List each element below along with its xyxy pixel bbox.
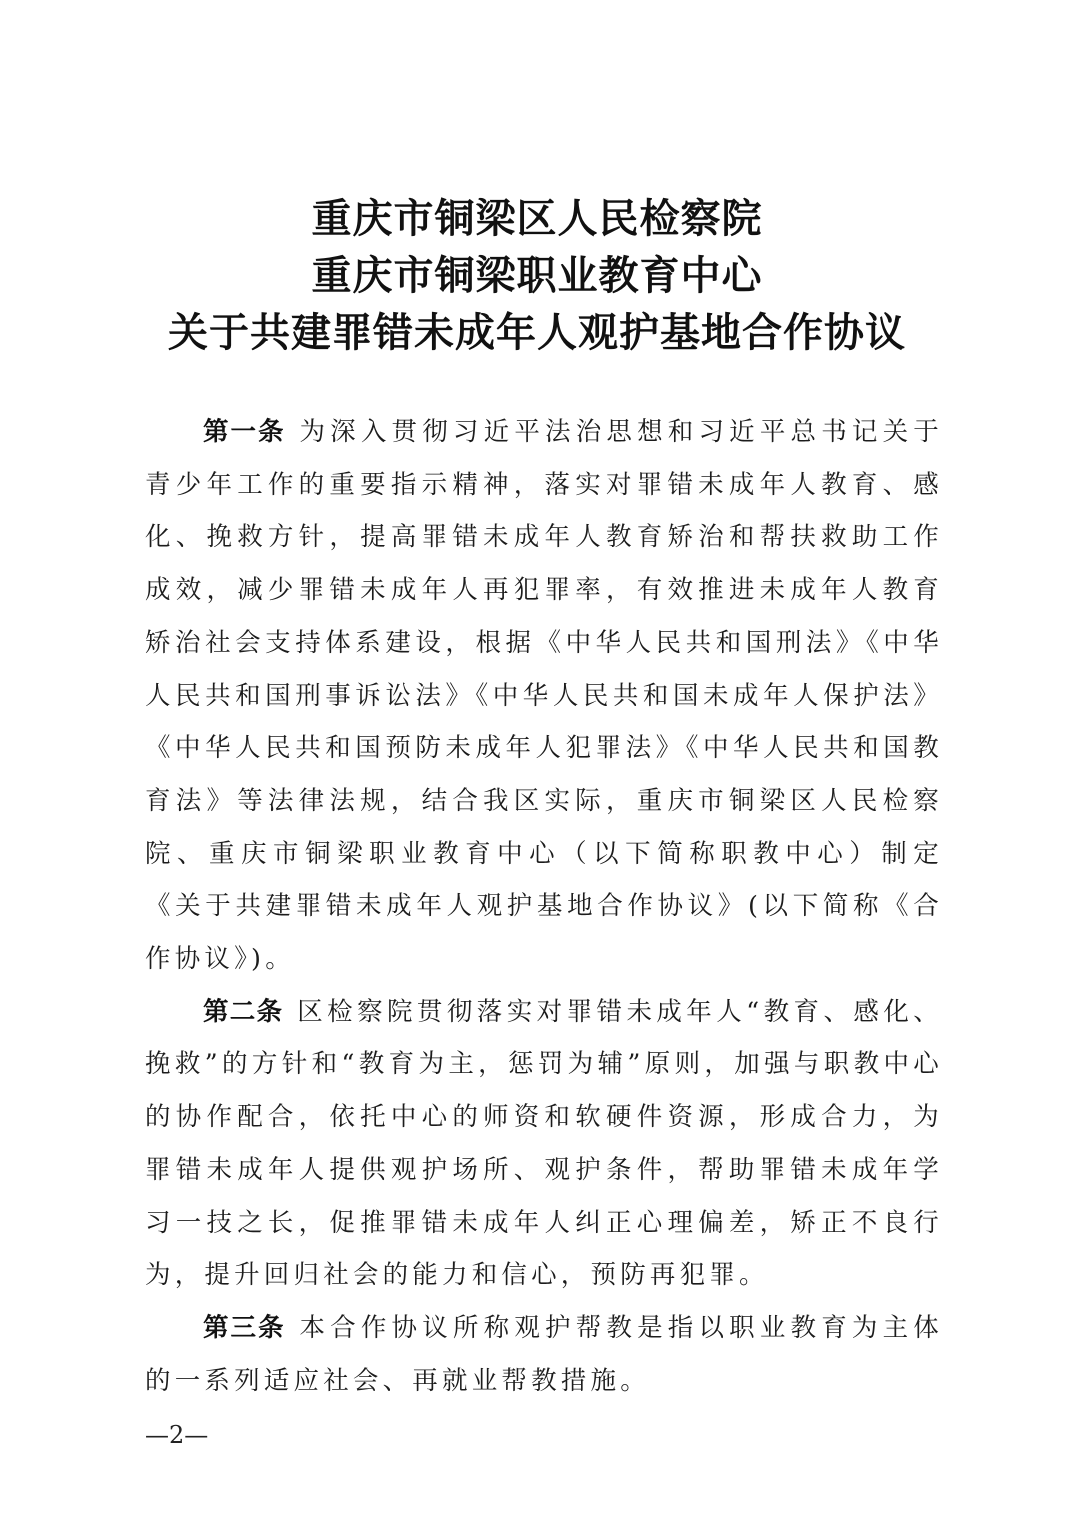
article-1 (145, 406, 943, 986)
article-3-label: 第三条 (203, 1312, 286, 1343)
document-body (145, 406, 943, 1407)
title-line-3: 关于共建罪错未成年人观护基地合作协议 (168, 309, 906, 356)
article-2 (145, 986, 943, 1302)
article-2-text: 区检察院贯彻落实对罪错未成年人“教育、感化、挽救”的方针和“教育为主，惩罚为辅”原则，加强与职教中心的协作配合，依托中心的师资和软硬件资源，形成合力，为罪错未成年人提供观护场所、观护条件，帮助罪错未成年学习一技之长，促推罪错未成年人纠正心理偏差，矫正不良行为，提升回归社会的能力和信心，预防再犯罪。 (145, 996, 943, 1291)
article-2-label: 第二条 (203, 996, 284, 1027)
article-1-text: 为深入贯彻习近平法治思想和习近平总书记关于青少年工作的重要指示精神，落实对罪错未成年人教育、感化、挽救方针，提高罪错未成年人教育矫治和帮扶救助工作成效，减少罪错未成年人再犯罪率，有效推进未成年人教育矫治社会支持体系建设，根据《中华人民共和国刑法》《中华人民共和国刑事诉讼法》《中华人民共和国未成年人保护法》《中华人民共和国预防未成年人犯罪法》《中华人民共和国教育法》等法律法规，结合我区实际，重庆市铜梁区人民检察院、重庆市铜梁职业教育中心（以下简称职教中心）制定《关于共建罪错未成年人观护基地合作协议》(以下简称《合作协议》)。 (145, 417, 943, 975)
document-title (0, 190, 1074, 361)
article-3-text: 本合作协议所称观护帮教是指以职业教育为主体的一系列适应社会、再就业帮教措施。 (145, 1312, 943, 1396)
article-1-label: 第一条 (203, 417, 286, 447)
page-number: —2— (145, 1421, 209, 1449)
title-line-1: 重庆市铜梁区人民检察院 (311, 195, 763, 242)
article-3 (145, 1302, 943, 1407)
title-line-2: 重庆市铜梁职业教育中心 (311, 252, 763, 299)
